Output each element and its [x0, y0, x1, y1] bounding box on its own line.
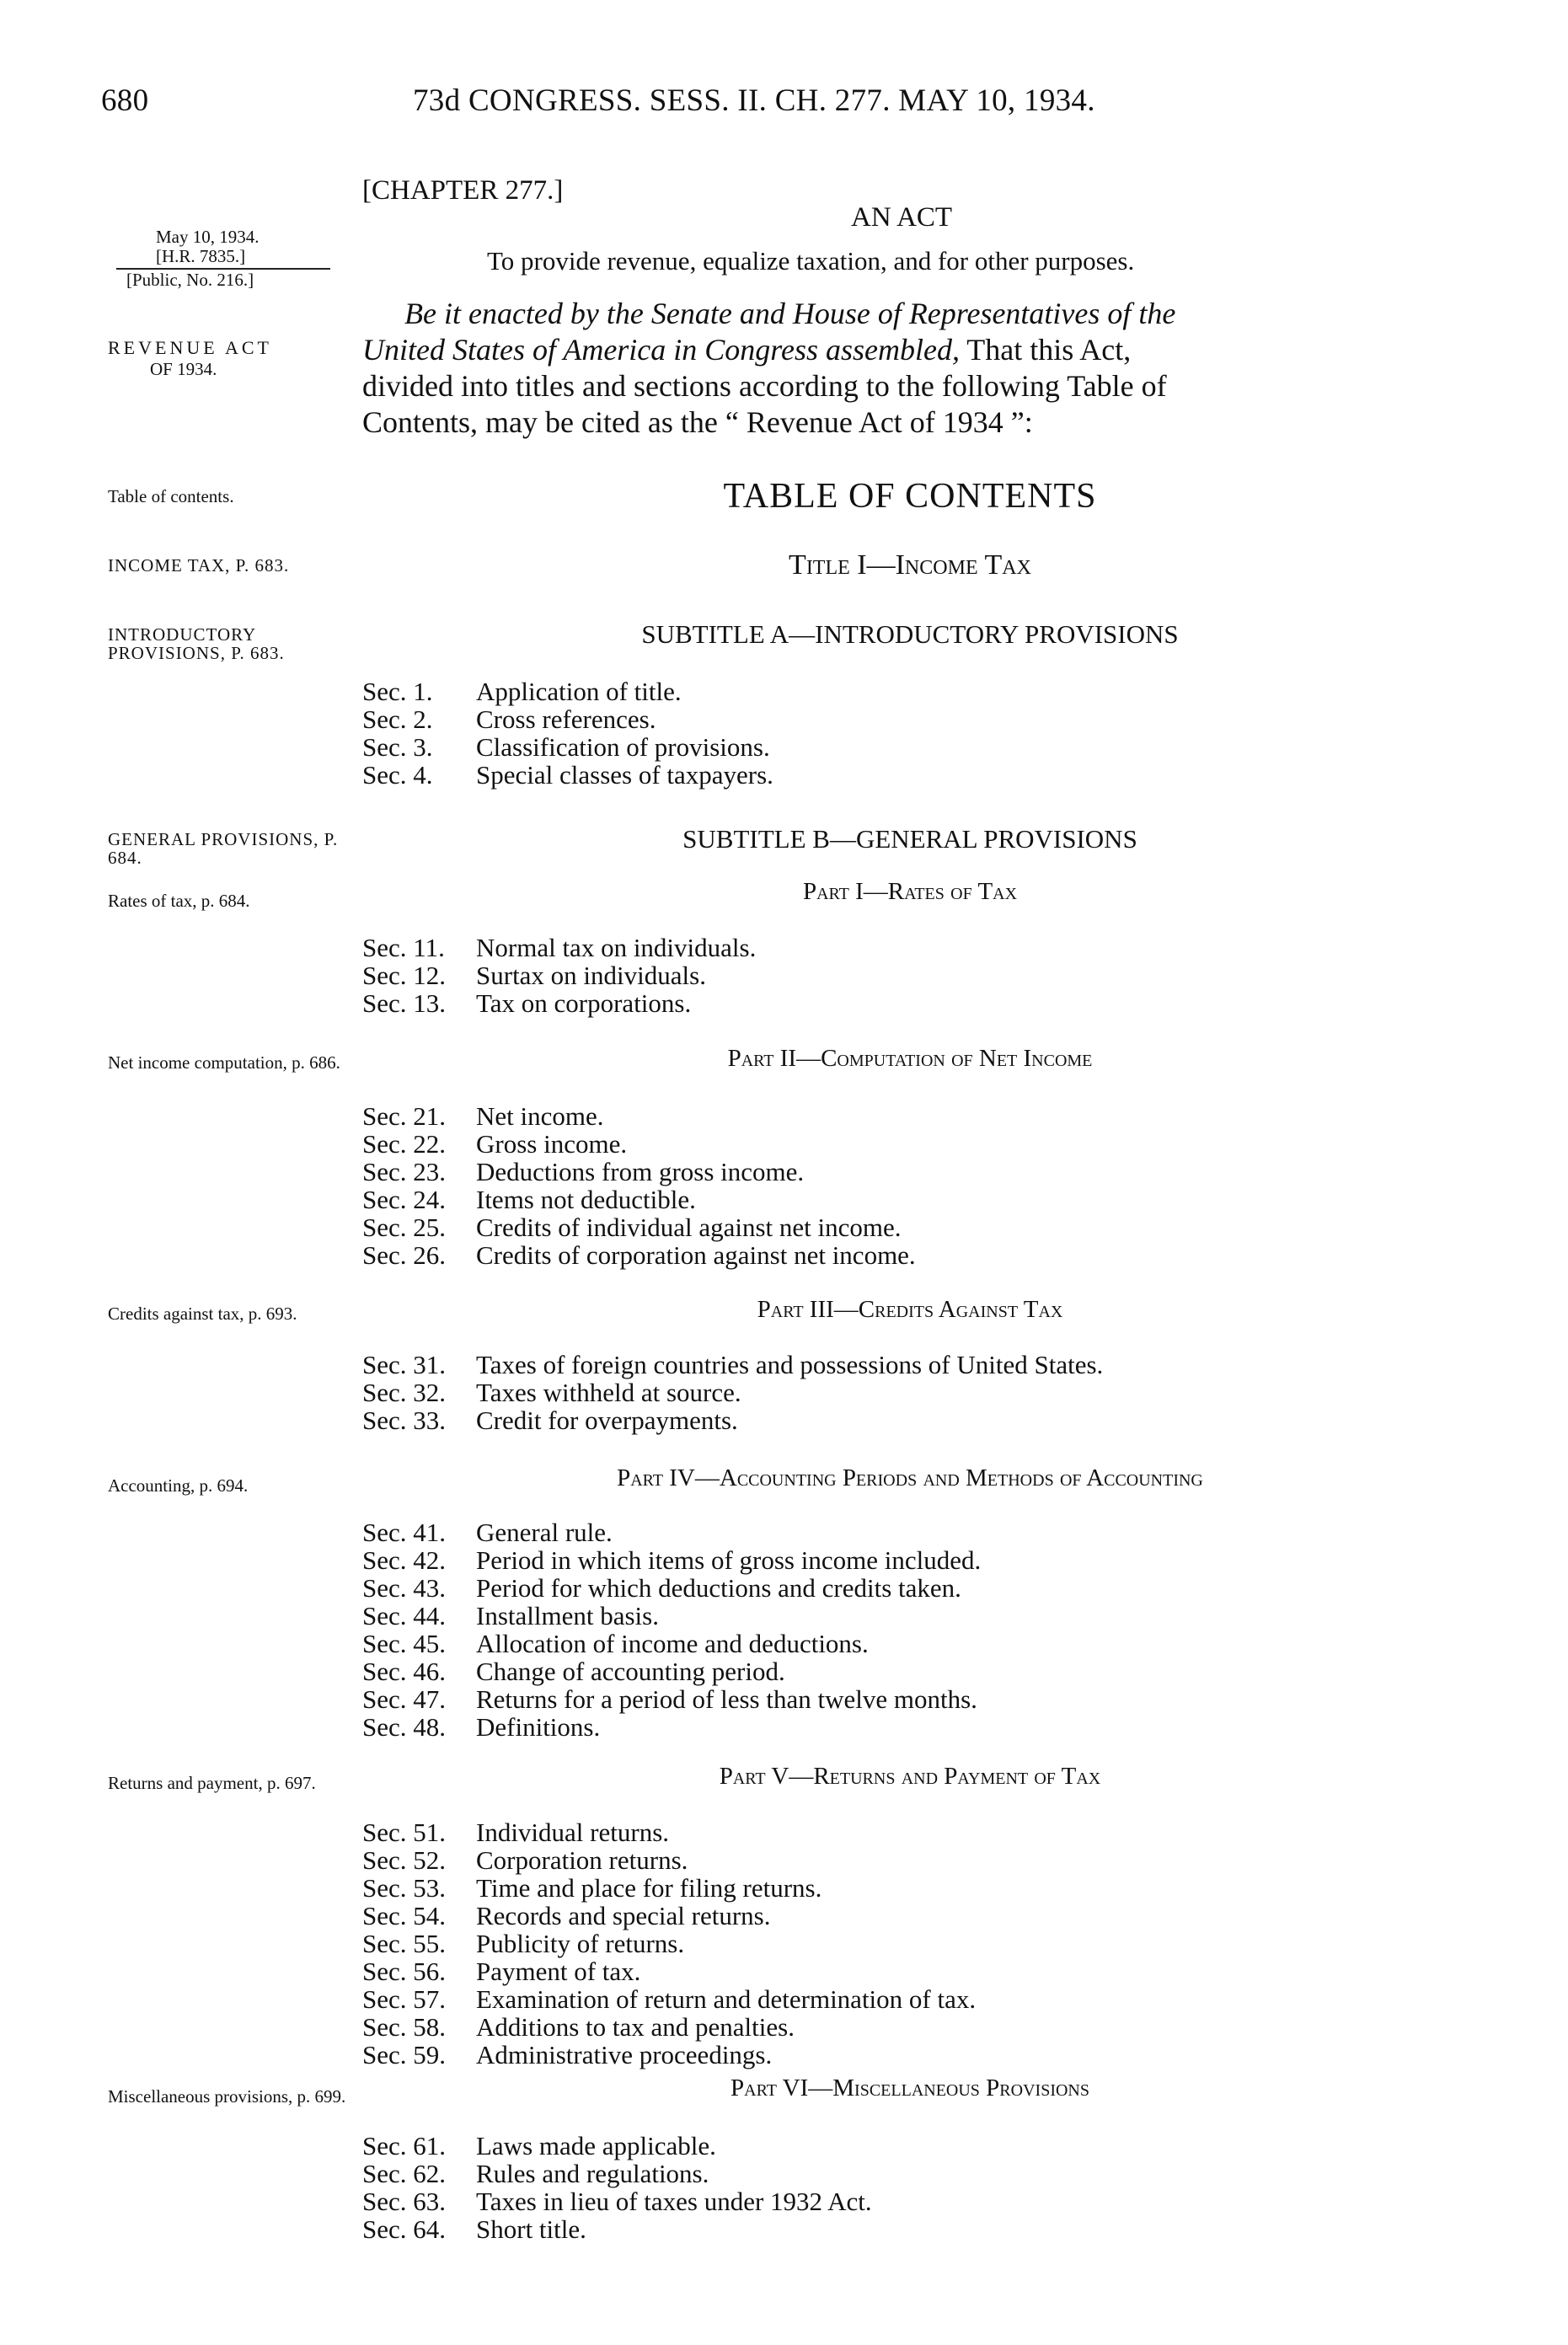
margin-table-of-contents: Table of contents. [108, 486, 234, 506]
section-entry [362, 1902, 976, 1930]
section-title: Examination of return and determination of tax. [476, 1984, 977, 2014]
section-title: Net income. [476, 1101, 604, 1131]
section-entry [362, 1158, 916, 1186]
section-number: Sec. 58. [362, 2012, 447, 2042]
part-2-heading: Part II—Computation of Net Income [727, 1045, 1093, 1072]
section-number: Sec. 2. [362, 704, 433, 734]
section-entry [362, 961, 756, 989]
section-number: Sec. 48. [362, 1712, 447, 1742]
section-entry [362, 1630, 981, 1657]
section-title: Taxes of foreign countries and possessions of United States. [476, 1350, 1104, 1379]
section-number: Sec. 51. [362, 1818, 447, 1847]
section-entry [362, 1351, 1103, 1379]
margin-general: GENERAL PROVISIONS, P. 684. [108, 829, 339, 868]
section-entry [362, 934, 756, 961]
section-number: Sec. 23. [362, 1157, 447, 1186]
section-number: Sec. 53. [362, 1873, 447, 1903]
section-number: Sec. 59. [362, 2040, 447, 2069]
section-title: Taxes in lieu of taxes under 1932 Act. [476, 2187, 872, 2216]
section-entry [362, 2132, 872, 2160]
section-title: Application of title. [476, 677, 682, 706]
margin-accounting: Accounting, p. 694. [108, 1475, 249, 1496]
section-entry [362, 761, 773, 789]
part-2-sections [362, 1102, 916, 1269]
section-title: Credits of corporation against net income. [476, 1240, 916, 1270]
margin-rates: Rates of tax, p. 684. [108, 891, 250, 911]
section-entry [362, 1213, 916, 1241]
section-number: Sec. 25. [362, 1213, 447, 1242]
section-number: Sec. 33. [362, 1405, 447, 1435]
section-entry [362, 2013, 976, 2041]
section-title: Special classes of taxpayers. [476, 760, 773, 790]
part-1-heading: Part I—Rates of Tax [802, 878, 1018, 905]
section-entry [362, 1102, 916, 1130]
section-entry [362, 1130, 916, 1158]
section-number: Sec. 31. [362, 1350, 447, 1379]
section-number: Sec. 26. [362, 1240, 447, 1270]
section-title: Period for which deductions and credits taken. [476, 1573, 961, 1603]
section-title: Deductions from gross income. [476, 1157, 805, 1186]
margin-bill: [H.R. 7835.] [156, 246, 246, 266]
margin-misc: Miscellaneous provisions, p. 699. [108, 2086, 346, 2107]
an-act-heading: AN ACT [851, 202, 953, 233]
margin-net-income: Net income computation, p. 686. [108, 1052, 340, 1073]
section-entry [362, 1241, 916, 1269]
section-number: Sec. 44. [362, 1601, 447, 1630]
enacting-line-2-italic: United States of America in Congress assembled, [362, 333, 960, 367]
section-number: Sec. 62. [362, 2159, 447, 2188]
page-number: 680 [101, 83, 149, 118]
section-entry [362, 705, 773, 733]
section-entry [362, 1957, 976, 1985]
section-number: Sec. 32. [362, 1378, 447, 1407]
section-entry [362, 1685, 981, 1713]
section-number: Sec. 64. [362, 2214, 447, 2244]
part-3-sections [362, 1351, 1103, 1434]
margin-credits: Credits against tax, p. 693. [108, 1304, 297, 1324]
section-entry [362, 677, 773, 705]
section-entry [362, 2215, 872, 2243]
section-number: Sec. 45. [362, 1629, 447, 1658]
section-number: Sec. 41. [362, 1518, 447, 1547]
section-entry [362, 1379, 1103, 1406]
section-title: Cross references. [476, 704, 656, 734]
section-title: Corporation returns. [476, 1845, 688, 1875]
margin-revenue-act-year: OF 1934. [150, 359, 217, 379]
section-entry [362, 2041, 976, 2069]
section-entry [362, 1985, 976, 2013]
section-title: Allocation of income and deductions. [476, 1629, 869, 1658]
section-number: Sec. 11. [362, 933, 445, 962]
subtitle-a-heading: SUBTITLE A—INTRODUCTORY PROVISIONS [641, 619, 1179, 649]
section-title: Tax on corporations. [476, 988, 692, 1018]
section-number: Sec. 55. [362, 1929, 447, 1958]
section-title: Payment of tax. [476, 1957, 641, 1986]
margin-introductory: INTRODUCTORY PROVISIONS, P. 683. [108, 624, 285, 663]
section-entry [362, 1713, 981, 1741]
section-entry [362, 1930, 976, 1957]
section-title: Laws made applicable. [476, 2131, 716, 2160]
section-title: Installment basis. [476, 1601, 659, 1630]
part-4-sections [362, 1518, 981, 1741]
title-one-heading: Title I—Income Tax [789, 549, 1031, 581]
section-entry [362, 1657, 981, 1685]
margin-date: May 10, 1934. [156, 227, 260, 247]
section-number: Sec. 56. [362, 1957, 447, 1986]
section-entry [362, 1874, 976, 1902]
section-title: Normal tax on individuals. [476, 933, 757, 962]
section-entry [362, 2160, 872, 2187]
section-title: Taxes withheld at source. [476, 1378, 741, 1407]
section-title: Definitions. [476, 1712, 601, 1742]
subtitle-b-heading: SUBTITLE B—GENERAL PROVISIONS [682, 824, 1137, 854]
section-title: Additions to tax and penalties. [476, 2012, 795, 2042]
section-number: Sec. 13. [362, 988, 447, 1018]
section-title: Publicity of returns. [476, 1929, 685, 1958]
section-number: Sec. 21. [362, 1101, 447, 1131]
section-title: Rules and regulations. [476, 2159, 709, 2188]
margin-income-tax: INCOME TAX, P. 683. [108, 555, 290, 576]
section-title: General rule. [476, 1518, 613, 1547]
running-title: 73d CONGRESS. SESS. II. CH. 277. MAY 10, 1934. [413, 83, 1095, 118]
section-number: Sec. 1. [362, 677, 433, 706]
section-title: Individual returns. [476, 1818, 670, 1847]
section-title: Returns for a period of less than twelve months. [476, 1684, 977, 1714]
section-title: Gross income. [476, 1129, 628, 1159]
section-entry [362, 1818, 976, 1846]
chapter-label: [CHAPTER 277.] [362, 175, 564, 206]
part-5-heading: Part V—Returns and Payment of Tax [719, 1763, 1101, 1790]
section-number: Sec. 47. [362, 1684, 447, 1714]
toc-title: TABLE OF CONTENTS [723, 477, 1097, 516]
section-entry [362, 1518, 981, 1546]
part-5-sections [362, 1818, 976, 2069]
enacting-line-4: Contents, may be cited as the “ Revenue Act of 1934 ”: [362, 405, 1033, 439]
margin-public: [Public, No. 216.] [126, 270, 254, 290]
part-6-heading: Part VI—Miscellaneous Provisions [730, 2075, 1089, 2101]
part-1-sections [362, 934, 756, 1017]
enacting-line-1: Be it enacted by the Senate and House of Representatives of the [404, 297, 1176, 330]
section-title: Classification of provisions. [476, 732, 770, 762]
section-number: Sec. 4. [362, 760, 433, 790]
section-number: Sec. 46. [362, 1657, 447, 1686]
section-entry [362, 733, 773, 761]
section-entry [362, 1602, 981, 1630]
act-purpose: To provide revenue, equalize taxation, and for other purposes. [487, 246, 1135, 276]
section-title: Period in which items of gross income included. [476, 1545, 982, 1575]
section-number: Sec. 43. [362, 1573, 447, 1603]
section-number: Sec. 24. [362, 1185, 447, 1214]
section-entry [362, 1186, 916, 1213]
section-entry [362, 2187, 872, 2215]
section-number: Sec. 52. [362, 1845, 447, 1875]
section-number: Sec. 54. [362, 1901, 447, 1930]
section-number: Sec. 22. [362, 1129, 447, 1159]
section-number: Sec. 42. [362, 1545, 447, 1575]
section-title: Surtax on individuals. [476, 961, 706, 990]
section-title: Administrative proceedings. [476, 2040, 773, 2069]
section-entry [362, 989, 756, 1017]
part-3-heading: Part III—Credits Against Tax [757, 1296, 1063, 1323]
margin-revenue-act: REVENUE ACT [108, 337, 272, 358]
enacting-line-2 [362, 333, 1131, 367]
section-number: Sec. 63. [362, 2187, 447, 2216]
part-4-heading: Part IV—Accounting Periods and Methods of Accounting [617, 1464, 1203, 1491]
section-number: Sec. 3. [362, 732, 433, 762]
enacting-line-2-rest: That this Act, [959, 333, 1132, 367]
margin-returns: Returns and payment, p. 697. [108, 1773, 316, 1793]
section-number: Sec. 57. [362, 1984, 447, 2014]
section-title: Credits of individual against net income. [476, 1213, 902, 1242]
section-title: Time and place for filing returns. [476, 1873, 822, 1903]
section-title: Items not deductible. [476, 1185, 696, 1214]
part-6-sections [362, 2132, 872, 2243]
enacting-line-3: divided into titles and sections according to the following Table of [362, 369, 1167, 403]
section-title: Records and special returns. [476, 1901, 771, 1930]
section-title: Short title. [476, 2214, 586, 2244]
section-entry [362, 1846, 976, 1874]
section-number: Sec. 12. [362, 961, 447, 990]
section-entry [362, 1546, 981, 1574]
section-title: Change of accounting period. [476, 1657, 785, 1686]
section-number: Sec. 61. [362, 2131, 447, 2160]
section-entry [362, 1574, 981, 1602]
section-title: Credit for overpayments. [476, 1405, 738, 1435]
subtitle-a-sections [362, 677, 773, 789]
section-entry [362, 1406, 1103, 1434]
